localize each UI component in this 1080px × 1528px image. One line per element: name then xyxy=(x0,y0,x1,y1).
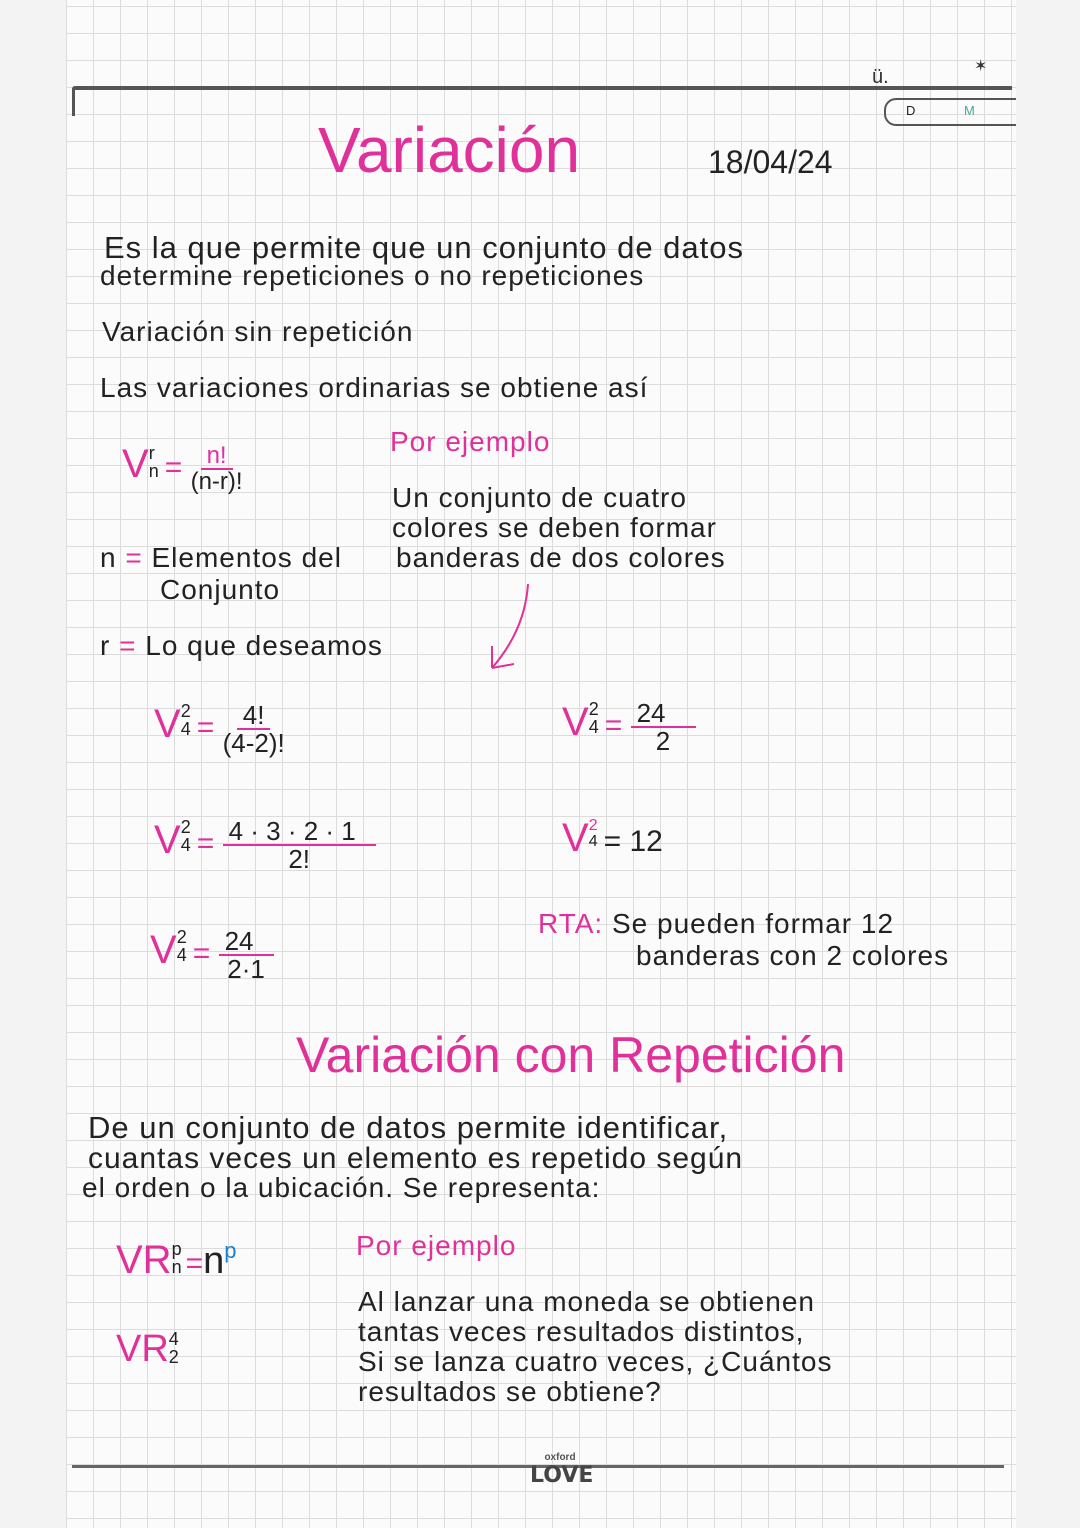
example-label-2: Por ejemplo xyxy=(356,1230,517,1261)
notebook-logo: oxford LOVE xyxy=(530,1452,594,1488)
date-box xyxy=(884,98,1016,126)
intro-text: Las variaciones ordinarias se obtiene así xyxy=(100,372,649,403)
example-text-2: colores se deben formar xyxy=(392,512,717,543)
example2-line-3: Si se lanza cuatro veces, ¿Cuántos xyxy=(358,1346,833,1377)
example-text-1: Un conjunto de cuatro xyxy=(392,482,687,513)
example-text-3: banderas de dos colores xyxy=(396,542,726,573)
step-3: V 2 4 = $\frac{24}{2\cdot 1}$ xyxy=(150,928,274,982)
definition-line-2: determine repeticiones o no repeticiones xyxy=(100,260,645,291)
legend-n-line2: Conjunto xyxy=(160,574,281,605)
step-1: V 2 4 = $\frac{4!}{(4-2)!}$ xyxy=(154,700,285,758)
subtitle-sin-repeticion: Variación sin repetición xyxy=(102,316,414,347)
header-corner xyxy=(72,86,75,116)
example2-line-2: tantas veces resultados distintos, xyxy=(358,1316,805,1347)
example-label-1: Por ejemplo xyxy=(390,426,551,457)
title-variacion: Variación xyxy=(318,114,581,186)
title-con-repeticion: Variación con Repetición xyxy=(296,1027,846,1083)
legend-n: n = Elementos del xyxy=(100,542,342,573)
example2-line-1: Al lanzar una moneda se obtienen xyxy=(358,1286,815,1317)
day-label: D xyxy=(906,103,916,118)
definition2-line-1: De un conjunto de datos permite identificar, xyxy=(88,1110,729,1145)
smiley-doodle: ü. xyxy=(872,66,889,88)
formula-variacion: V r n = $\frac{n!}{(n-r)!}$ xyxy=(122,442,243,496)
definition2-line-2: cuantas veces un elemento es repetido según xyxy=(88,1142,744,1175)
arrow-down-icon xyxy=(480,580,540,680)
definition2-line-3: el orden o la ubicación. Se representa: xyxy=(82,1172,601,1203)
answer-line-2: banderas con 2 colores xyxy=(636,940,950,971)
answer-line-1: RTA: Se pueden formar 12 xyxy=(538,908,895,939)
formula-vr: VR p n $=n^p$ xyxy=(116,1238,237,1282)
step-4: V 2 4 = $\frac{24}{2}$ xyxy=(562,700,696,754)
step-5: V 2 4 = 12 xyxy=(562,816,663,860)
step-2: V 2 4 = $\frac{4 \cdot 3 \cdot 2 \cdot 1}{2!}$ xyxy=(154,818,376,872)
page-date: 18/04/24 xyxy=(708,144,833,180)
formula-vr-instance: VR 4 2 xyxy=(116,1328,179,1370)
month-label: M xyxy=(964,103,975,118)
header-rule xyxy=(72,86,1012,90)
definition-line-1: Es la que permite que un conjunto de datos xyxy=(104,230,745,265)
legend-r: r = Lo que deseamos xyxy=(100,630,383,661)
star-doodle: ✶ xyxy=(974,58,988,75)
example2-line-4: resultados se obtiene? xyxy=(358,1376,662,1407)
